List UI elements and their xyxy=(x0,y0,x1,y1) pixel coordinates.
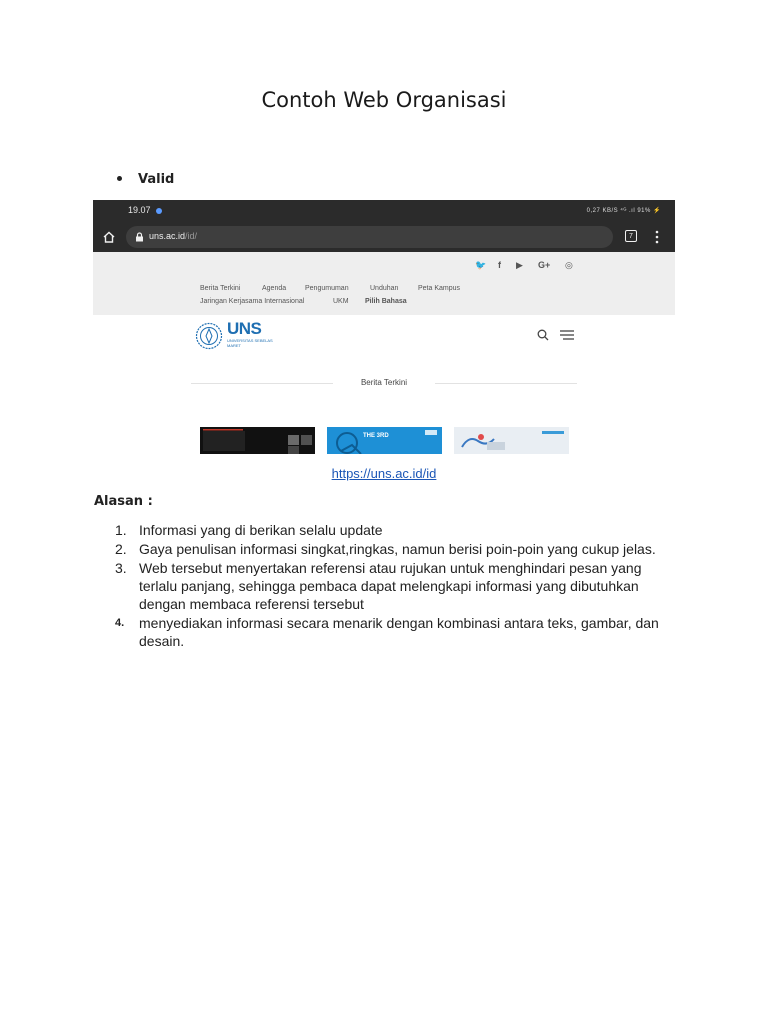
hamburger-menu-icon[interactable] xyxy=(560,330,574,340)
list-item xyxy=(115,614,675,650)
url-text xyxy=(149,231,197,241)
logo-subtitle: UNIVERSITAS SEBELAS MARET xyxy=(227,338,273,348)
list-text: Informasi yang di berikan selalu update xyxy=(139,522,383,538)
website-screenshot xyxy=(93,200,675,454)
list-number: 3. xyxy=(115,560,127,576)
site-top-bar xyxy=(93,252,675,315)
url-host: uns.ac.id xyxy=(149,231,186,241)
bullet-label: Valid xyxy=(138,172,175,187)
nav-agenda[interactable]: Agenda xyxy=(262,285,287,292)
logo-text[interactable]: UNS xyxy=(227,319,262,338)
notification-dot-icon xyxy=(156,208,162,214)
thumb2-caption: THE 3RD xyxy=(363,433,389,439)
status-indicators: 0,27 KB/S ⁴ᴳ .ıl 91% ⚡ xyxy=(586,208,661,214)
browser-toolbar xyxy=(93,222,675,252)
document-title: Contoh Web Organisasi xyxy=(261,88,507,112)
uns-emblem-icon[interactable] xyxy=(195,322,223,350)
tabs-count-icon[interactable]: 7 xyxy=(625,230,637,242)
list-number: 1. xyxy=(115,522,127,538)
site-header xyxy=(93,315,675,360)
address-bar[interactable] xyxy=(126,226,613,248)
news-thumbnail-3[interactable] xyxy=(454,427,569,454)
nav-ukm[interactable]: UKM xyxy=(333,298,349,305)
nav-peta-kampus[interactable]: Peta Kampus xyxy=(418,285,461,292)
google-plus-icon[interactable]: G+ xyxy=(538,260,551,270)
facebook-icon[interactable]: f xyxy=(498,260,501,270)
lock-icon xyxy=(135,232,144,242)
search-icon[interactable] xyxy=(537,329,549,341)
source-link xyxy=(0,466,768,481)
nav-pilih-bahasa[interactable]: Pilih Bahasa xyxy=(365,298,407,305)
list-number: 2. xyxy=(115,541,127,557)
news-thumbnail-2[interactable] xyxy=(327,427,442,454)
reasons-list xyxy=(115,521,675,651)
home-icon[interactable] xyxy=(102,230,116,244)
status-bar xyxy=(93,200,675,222)
list-item xyxy=(115,540,675,558)
list-item xyxy=(115,521,675,539)
list-item xyxy=(115,559,675,613)
reasons-heading: Alasan : xyxy=(94,494,153,509)
more-menu-icon[interactable] xyxy=(655,230,659,244)
twitter-icon[interactable]: 🐦 xyxy=(475,260,487,270)
uns-link[interactable]: https://uns.ac.id/id xyxy=(331,466,437,481)
list-text: menyediakan informasi secara menarik dengan kombinasi antara teks, gambar, dan desain. xyxy=(139,615,659,649)
news-thumbnail-1[interactable] xyxy=(200,427,315,454)
status-time: 19.07 xyxy=(128,205,151,215)
nav-pengumuman[interactable]: Pengumuman xyxy=(305,285,349,292)
nav-unduhan[interactable]: Unduhan xyxy=(370,285,399,292)
list-text: Web tersebut menyertakan referensi atau rujukan untuk menghindari pesan yang terlalu panjang, sehingga pembaca dapat melengkapi informasi yang dibutuhkan dengan membaca referensi tersebut xyxy=(139,560,642,612)
list-text: Gaya penulisan informasi singkat,ringkas, namun berisi poin-poin yang cukup jelas. xyxy=(139,541,656,557)
bullet-dot-icon xyxy=(117,176,122,181)
nav-berita-terkini[interactable]: Berita Terkini xyxy=(200,285,241,292)
nav-jaringan-kerjasama[interactable]: Jaringan Kerjasama Internasional xyxy=(200,298,305,305)
section-title: Berita Terkini xyxy=(360,378,408,387)
url-path: /id/ xyxy=(185,231,198,241)
youtube-icon[interactable]: ▶ xyxy=(516,260,523,270)
bullet-valid xyxy=(117,172,174,187)
list-number: 4. xyxy=(115,617,125,629)
instagram-icon[interactable]: ◎ xyxy=(565,260,573,270)
